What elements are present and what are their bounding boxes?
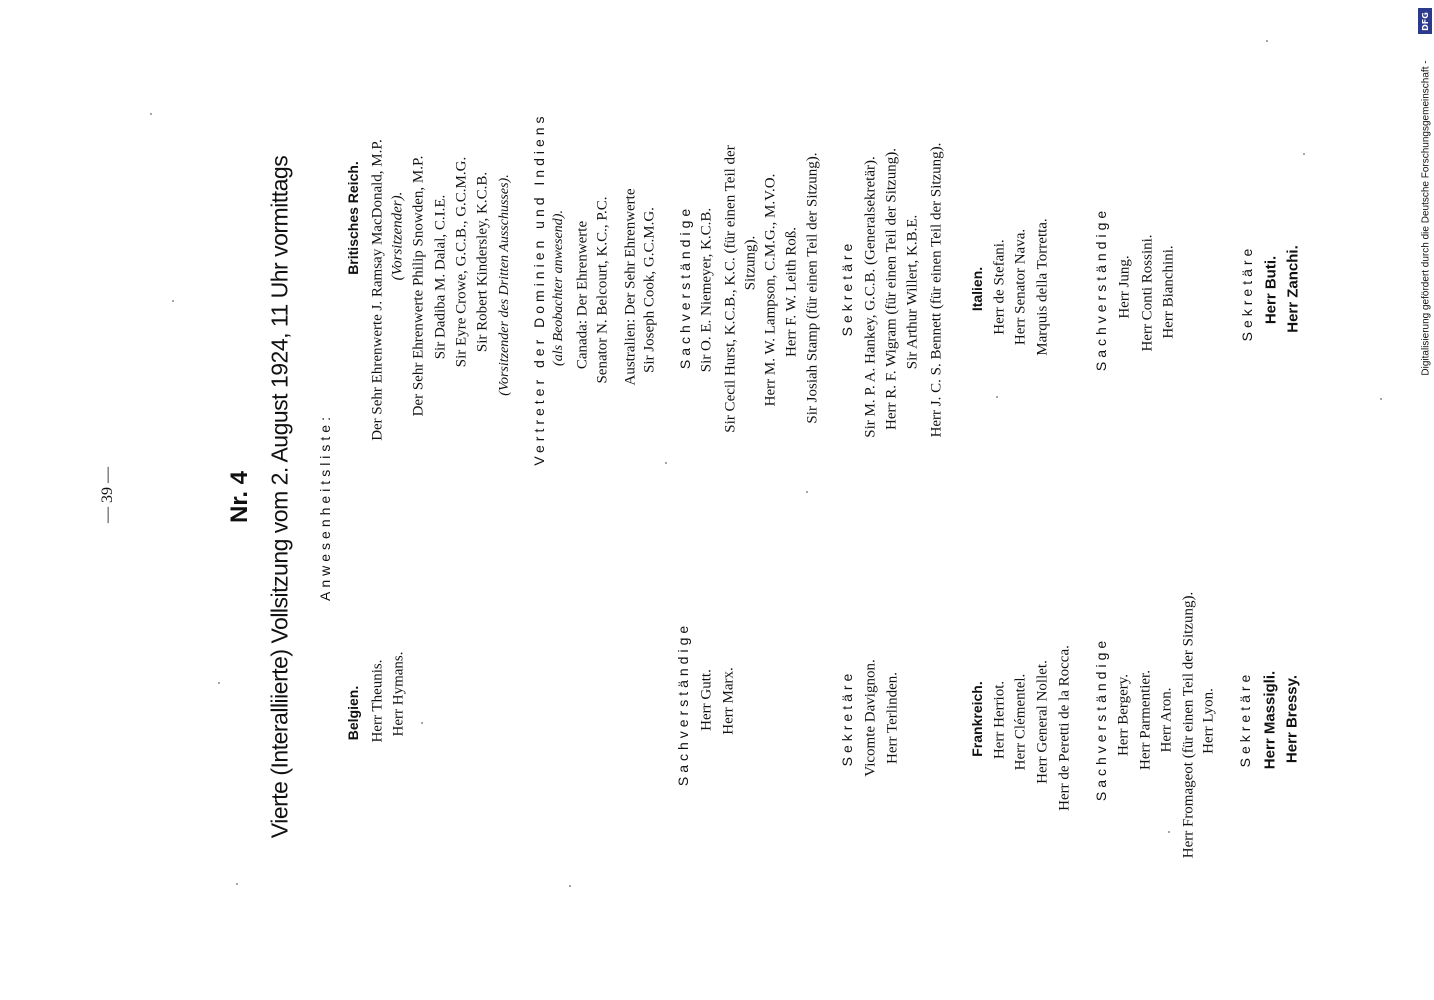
scan-speck [996,396,998,398]
britain-expert: Sir O. E. Niemeyer, K.C.B. [698,207,715,373]
italy-member: Marquis della Torretta. [1034,218,1051,356]
australia-label: Australien: Der Sehr Ehrenwerte [622,188,639,386]
britain-member: Der Sehr Ehrenwerte Philip Snowden, M.P. [410,155,427,417]
france-member: Herr General Nollet. [1034,660,1051,784]
britain-member-note: (Vorsitzender des Dritten Ausschusses). [497,174,512,396]
britain-expert: Sir Josiah Stamp (für einen Teil der Sitzung). [804,152,821,424]
scan-speck [1168,831,1170,833]
france-expert: Herr Aron. [1158,687,1175,753]
italy-member: Herr Senator Nava. [1012,228,1029,346]
italy-heading: Italien. [969,266,985,312]
belgium-secretary: Vicomte Davignon. [862,659,879,777]
scan-speck [1303,153,1305,155]
belgium-member: Herr Theunis. [369,659,386,743]
italy-secretary: Herr Zanchi. [1284,245,1302,333]
britain-expert: Herr M. W. Lampson, C.M.G., M.V.O. [762,173,779,407]
page-number: — 39 — [99,467,116,523]
dfg-logo-text: DFG [1420,11,1430,31]
scan-speck [150,113,152,115]
document-number: Nr. 4 [226,470,253,524]
australia-representative: Sir Joseph Cook, G.C.M.G. [641,207,658,373]
italy-member: Herr de Stefani. [991,239,1008,335]
belgium-heading: Belgien. [345,685,361,741]
scan-speck [236,883,238,885]
britain-secretaries-heading: Sekretäre [839,239,855,337]
scan-speck [1266,40,1268,42]
france-heading: Frankreich. [969,681,985,757]
belgium-expert: Herr Gutt. [698,669,715,731]
france-expert: Herr Lyon. [1200,688,1217,754]
britain-member: Der Sehr Ehrenwerte J. Ramsay MacDonald, M.P. [369,139,386,441]
digitization-note: Digitalisierung gefördert durch die Deutsche Forschungsgemeinschaft - [1420,60,1432,376]
britain-member: Sir Robert Kindersley, K.C.B. [474,171,491,353]
scan-speck [569,885,571,887]
france-expert: Herr Parmentier. [1137,670,1154,770]
dfg-logo [1418,8,1432,34]
britain-experts-heading: Sachverständige [677,204,693,370]
france-member: Herr Clémentel. [1012,673,1029,771]
britain-member-note: (Vorsitzender). [389,191,406,281]
document-title: Vierte (Interalliierte) Vollsitzung vom 2. August 1924, 11 Uhr vormittags [266,155,293,839]
britain-member: Sir Eyre Crowe, G.C.B., G.C.M.G. [453,156,470,368]
canada-representative: Senator N. Belcourt, K.C., P.C. [594,196,611,384]
belgium-secretaries-heading: Sekretäre [839,669,855,767]
britain-secretary: Herr J. C. S. Bennett (für einen Teil der Sitzung). [928,142,945,438]
scan-speck [1380,398,1382,400]
france-secretaries-heading: Sekretäre [1237,670,1253,768]
britain-expert: Sir Cecil Hurst, K.C.B., K.C. (für einen Teil der [722,145,739,433]
italy-secretary: Herr Buti. [1262,255,1280,325]
belgium-member: Herr Hymans. [390,651,407,737]
italy-expert: Herr Bianchini. [1160,245,1177,339]
italy-expert: Herr Jung. [1116,255,1133,319]
belgium-secretary: Herr Terlinden. [884,672,901,764]
belgium-expert: Herr Marx. [720,667,737,735]
britain-member: Sir Dadiba M. Dalal, C.I.E. [432,194,449,360]
italy-experts-heading: Sachverständige [1093,206,1109,372]
belgium-experts-heading: Sachverständige [675,621,691,787]
france-expert: Herr Fromageot (für einen Teil der Sitzung). [1180,591,1197,859]
britain-heading: Britisches Reich. [345,161,361,275]
britain-expert: Herr F. W. Leith Roß. [783,226,800,358]
france-member: Herr de Peretti de la Rocca. [1056,645,1073,811]
britain-dominions-heading: Vertreter der Dominien und Indiens [531,112,547,466]
france-secretary: Herr Massigli. [1261,670,1279,770]
britain-secretary: Sir M. P. A. Hankey, G.C.B. (Generalsekretär). [862,156,879,438]
france-expert: Herr Bergery. [1115,673,1132,757]
britain-dominions-note: (als Beobachter anwesend). [551,210,566,366]
france-experts-heading: Sachverständige [1093,636,1109,802]
scan-speck [806,491,808,493]
france-secretary: Herr Bressy. [1283,674,1301,764]
scan-speck [421,722,423,724]
britain-secretary: Herr R. F. Wigram (für einen Teil der Sitzung). [883,148,900,430]
scan-speck [218,682,220,684]
scan-speck [172,300,174,302]
attendance-heading: Anwesenheitsliste: [317,413,333,601]
scan-speck [665,462,667,464]
italy-secretaries-heading: Sekretäre [1239,244,1255,342]
britain-expert: Sitzung). [742,235,759,291]
france-member: Herr Herriot. [991,680,1008,760]
italy-expert: Herr Conti Rossini. [1139,234,1156,352]
canada-label: Canada: Der Ehrenwerte [574,220,591,370]
britain-secretary: Sir Arthur Willert, K.B.E. [904,214,921,370]
